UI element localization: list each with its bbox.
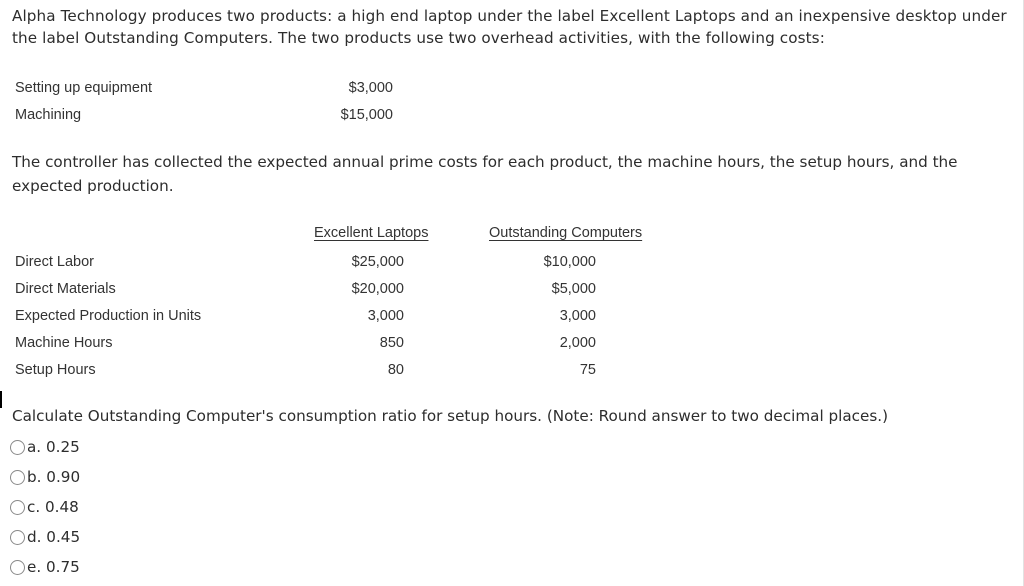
- excellent-value: 80: [387, 362, 404, 378]
- column-header-outstanding-computers: Outstanding Computers: [489, 225, 643, 241]
- row-label: Expected Production in Units: [15, 308, 202, 324]
- answer-option-d[interactable]: [10, 526, 80, 548]
- option-label: d. 0.45: [27, 528, 81, 546]
- overhead-label: Machining: [15, 107, 82, 123]
- column-header-excellent-laptops: Excellent Laptops: [314, 225, 429, 241]
- answer-option-c[interactable]: [10, 496, 79, 518]
- intro-text: Alpha Technology produces two products: a high end laptop under the label Excellent Laptops and an inexpensive desktop under the label Outstanding Computers. The two products use two overhead activities, with the following costs:: [12, 7, 1007, 47]
- question-marker: [0, 391, 2, 408]
- option-label: c. 0.48: [27, 498, 79, 516]
- row-label: Direct Labor: [15, 254, 94, 270]
- radio-button[interactable]: [10, 440, 25, 455]
- radio-button[interactable]: [10, 530, 25, 545]
- row-label: Setup Hours: [15, 362, 96, 378]
- excellent-value: 850: [379, 335, 404, 351]
- overhead-label: Setting up equipment: [15, 80, 153, 96]
- excellent-value: $20,000: [351, 281, 404, 297]
- radio-button[interactable]: [10, 500, 25, 515]
- row-label: Machine Hours: [15, 335, 113, 351]
- outstanding-value: 2,000: [559, 335, 596, 351]
- radio-button[interactable]: [10, 470, 25, 485]
- option-label: b. 0.90: [27, 468, 81, 486]
- outstanding-value: 75: [579, 362, 596, 378]
- excellent-value: 3,000: [367, 308, 404, 324]
- answer-option-b[interactable]: [10, 466, 80, 488]
- option-label: e. 0.75: [27, 558, 80, 576]
- outstanding-value: 3,000: [559, 308, 596, 324]
- excellent-value: $25,000: [351, 254, 404, 270]
- overhead-value: $3,000: [348, 80, 393, 96]
- outstanding-value: $10,000: [543, 254, 596, 270]
- answer-option-e[interactable]: [10, 556, 80, 578]
- description-text: The controller has collected the expected annual prime costs for each product, the machine hours, the setup hours, and the expected production.: [12, 153, 958, 195]
- overhead-table: [15, 78, 415, 128]
- overhead-value: $15,000: [340, 107, 393, 123]
- question-text: Calculate Outstanding Computer's consumption ratio for setup hours. (Note: Round answer to two decimal places.): [12, 407, 889, 425]
- radio-button[interactable]: [10, 560, 25, 575]
- option-label: a. 0.25: [27, 438, 80, 456]
- outstanding-value: $5,000: [551, 281, 596, 297]
- answer-option-a[interactable]: [10, 436, 80, 458]
- prime-costs-table: [15, 252, 635, 382]
- row-label: Direct Materials: [15, 281, 116, 297]
